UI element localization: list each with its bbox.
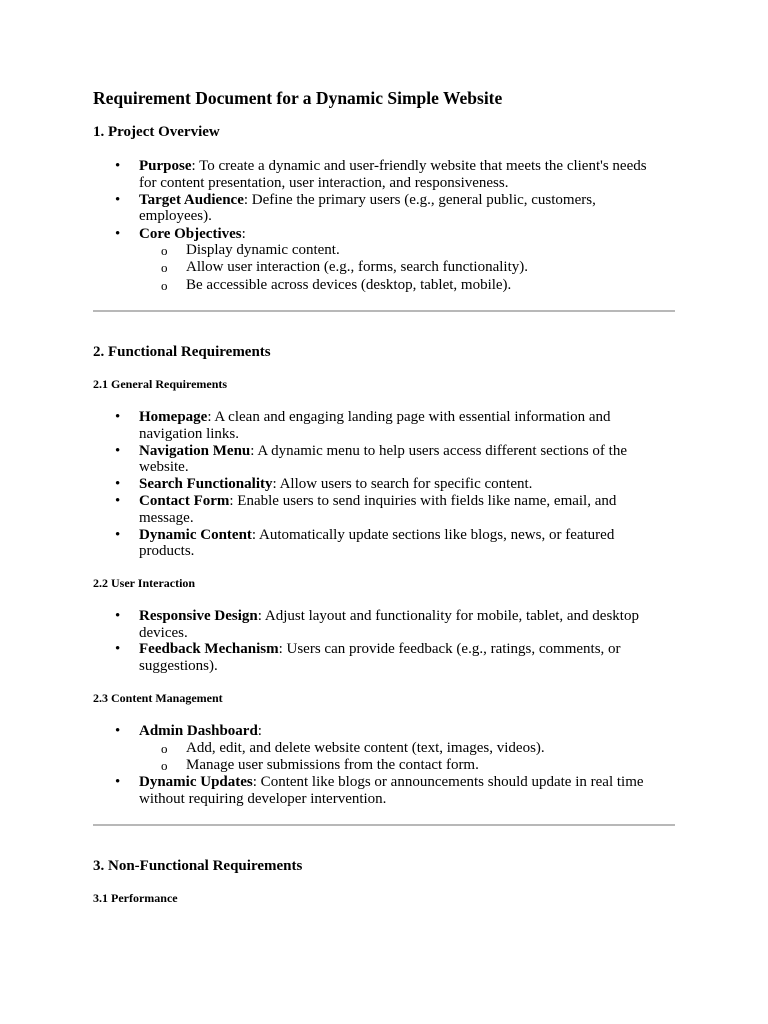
list-item-responsive-design-cont: devices.	[139, 625, 188, 641]
sub-list-item: Be accessible across devices (desktop, tablet, mobile).	[186, 277, 512, 293]
list-item-dynamic-updates: Dynamic Updates: Content like blogs or announcements should update in real time	[139, 774, 644, 790]
list-item-target-audience: Target Audience: Define the primary users (e.g., general public, customers,	[139, 192, 596, 208]
list-item-feedback-mechanism: Feedback Mechanism: Users can provide feedback (e.g., ratings, comments, or	[139, 641, 621, 657]
list-item-dynamic-updates-cont: without requiring developer intervention.	[139, 791, 387, 807]
horizontal-divider	[93, 310, 675, 312]
subsection-heading-content-management: 2.3 Content Management	[93, 691, 223, 705]
subsection-heading-general-requirements: 2.1 General Requirements	[93, 377, 228, 391]
bullet-icon: •	[115, 192, 121, 208]
horizontal-divider	[93, 824, 675, 826]
list-item-purpose-cont: for content presentation, user interaction, and responsiveness.	[139, 175, 509, 191]
list-item-contact-form-cont: message.	[139, 510, 194, 526]
document-title: Requirement Document for a Dynamic Simple Website	[93, 88, 503, 108]
list-item-purpose: Purpose: To create a dynamic and user-friendly website that meets the client's needs	[139, 158, 647, 174]
list-item-dynamic-content-cont: products.	[139, 543, 195, 559]
list-item-admin-dashboard: Admin Dashboard:	[139, 723, 262, 739]
sub-list-item: Display dynamic content.	[186, 242, 340, 258]
section-heading-functional-requirements: 2. Functional Requirements	[93, 344, 271, 360]
list-item-contact-form: Contact Form: Enable users to send inquiries with fields like name, email, and	[139, 493, 617, 509]
bullet-icon: •	[115, 608, 121, 624]
list-item-target-audience-cont: employees).	[139, 208, 212, 224]
list-item-dynamic-content: Dynamic Content: Automatically update sections like blogs, news, or featured	[139, 527, 615, 543]
bullet-icon: •	[115, 476, 121, 492]
list-item-core-objectives: Core Objectives:	[139, 226, 246, 242]
list-item-homepage: Homepage: A clean and engaging landing page with essential information and	[139, 409, 611, 425]
list-item-responsive-design: Responsive Design: Adjust layout and functionality for mobile, tablet, and desktop	[139, 608, 639, 624]
sub-bullet-icon: o	[161, 758, 168, 773]
list-item-homepage-cont: navigation links.	[139, 426, 239, 442]
bullet-icon: •	[115, 443, 121, 459]
section-heading-non-functional-requirements: 3. Non-Functional Requirements	[93, 858, 303, 874]
bullet-icon: •	[115, 774, 121, 790]
sub-list-item: Allow user interaction (e.g., forms, search functionality).	[186, 259, 528, 275]
subsection-heading-user-interaction: 2.2 User Interaction	[93, 576, 196, 590]
bullet-icon: •	[115, 527, 121, 543]
bullet-icon: •	[115, 493, 121, 509]
bullet-icon: •	[115, 409, 121, 425]
sub-list-item: Add, edit, and delete website content (text, images, videos).	[186, 740, 545, 756]
list-item-navigation-menu: Navigation Menu: A dynamic menu to help users access different sections of the	[139, 443, 627, 459]
subsection-heading-performance: 3.1 Performance	[93, 891, 178, 905]
bullet-icon: •	[115, 641, 121, 657]
list-item-navigation-menu-cont: website.	[139, 459, 189, 475]
list-item-feedback-mechanism-cont: suggestions).	[139, 658, 218, 674]
list-item-search-functionality: Search Functionality: Allow users to search for specific content.	[139, 476, 533, 492]
section-heading-project-overview: 1. Project Overview	[93, 124, 220, 140]
bullet-icon: •	[115, 723, 121, 739]
sub-bullet-icon: o	[161, 243, 168, 258]
bullet-icon: •	[115, 226, 121, 242]
bullet-icon: •	[115, 158, 121, 174]
sub-bullet-icon: o	[161, 278, 168, 293]
sub-bullet-icon: o	[161, 741, 168, 756]
sub-bullet-icon: o	[161, 260, 168, 275]
sub-list-item: Manage user submissions from the contact form.	[186, 757, 479, 773]
